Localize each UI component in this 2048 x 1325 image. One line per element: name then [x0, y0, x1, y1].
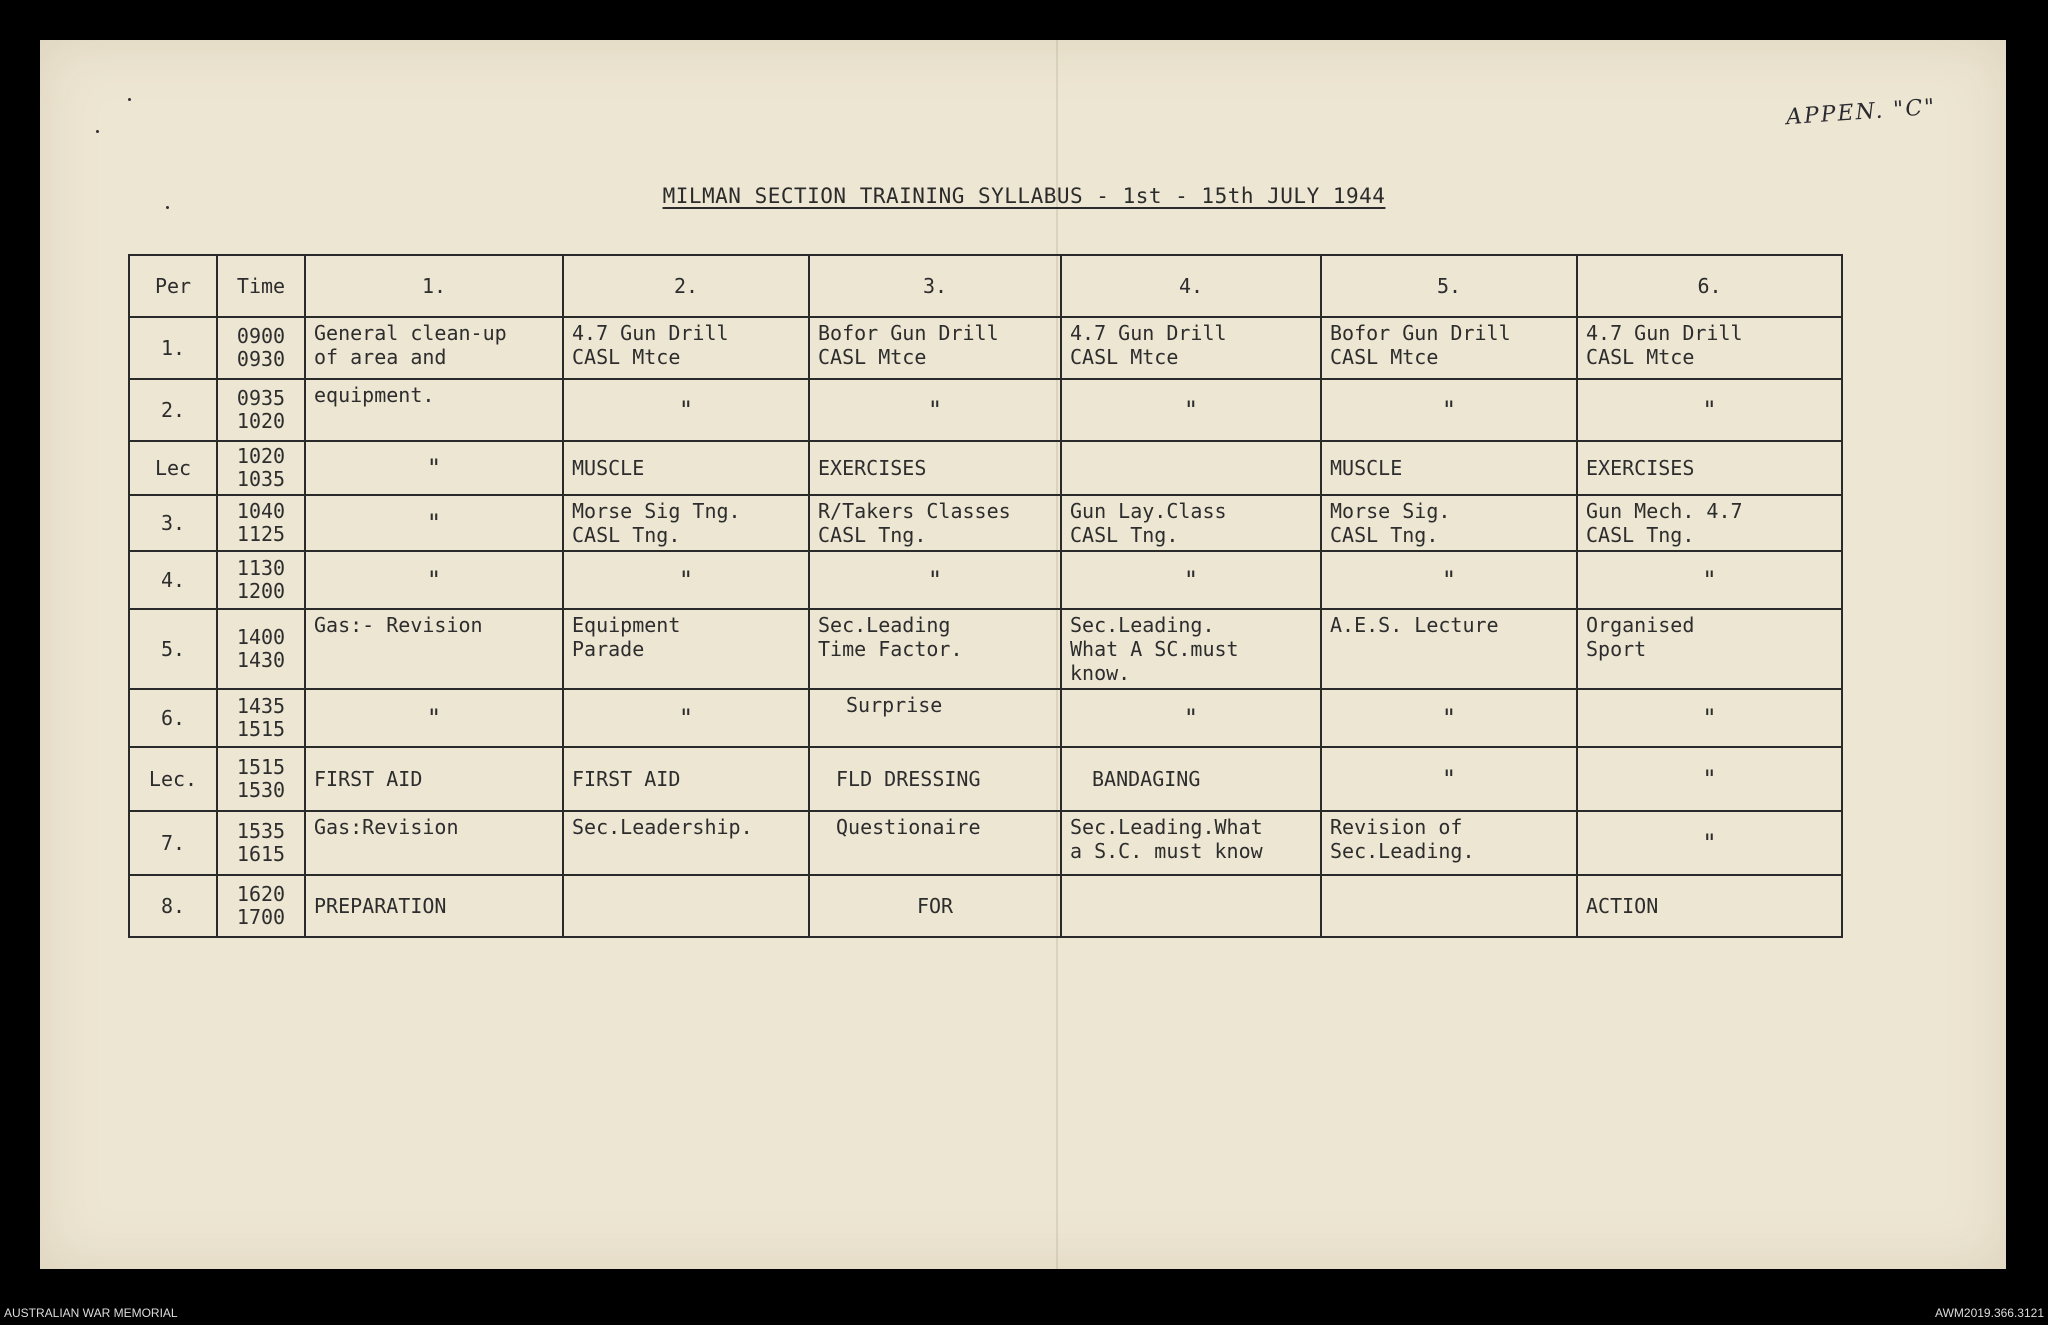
activity-cell: Sec.Leadership. [563, 811, 809, 875]
ditto-cell: " [1577, 551, 1842, 609]
activity-cell: FOR [809, 875, 1061, 937]
activity-cell: Sec.Leading Time Factor. [809, 609, 1061, 689]
activity-cell: 4.7 Gun Drill CASL Mtce [1577, 317, 1842, 379]
period-cell: 5. [129, 609, 217, 689]
ditto-cell: " [305, 495, 563, 551]
table-row [129, 609, 1842, 689]
activity-cell: Questionaire [809, 811, 1061, 875]
activity-cell: MUSCLE [563, 441, 809, 495]
header-day-4: 4. [1061, 255, 1321, 317]
ditto-cell: " [305, 689, 563, 747]
period-cell: Lec [129, 441, 217, 495]
footer-accession-number: AWM2019.366.3121 [1935, 1306, 2044, 1320]
ink-speck [128, 98, 131, 101]
table-row [129, 747, 1842, 811]
activity-cell: MUSCLE [1321, 441, 1577, 495]
table-row [129, 551, 1842, 609]
activity-cell [1061, 441, 1321, 495]
page-title [0, 184, 2048, 208]
table-row [129, 495, 1842, 551]
activity-cell: Gun Lay.Class CASL Tng. [1061, 495, 1321, 551]
ditto-cell: " [1061, 379, 1321, 441]
table-row [129, 811, 1842, 875]
ditto-cell: " [1577, 689, 1842, 747]
ditto-cell: " [1577, 747, 1842, 811]
activity-cell: Equipment Parade [563, 609, 809, 689]
activity-cell: Morse Sig Tng. CASL Tng. [563, 495, 809, 551]
ditto-cell: " [305, 551, 563, 609]
activity-cell: Surprise [809, 689, 1061, 747]
header-per: Per [129, 255, 217, 317]
activity-cell: Organised Sport [1577, 609, 1842, 689]
activity-cell: 4.7 Gun Drill CASL Mtce [1061, 317, 1321, 379]
time-cell: 1020 1035 [217, 441, 305, 495]
activity-cell: equipment. [305, 379, 563, 441]
ditto-cell: " [1321, 551, 1577, 609]
ditto-cell: " [809, 379, 1061, 441]
ditto-cell: " [563, 551, 809, 609]
time-cell: 1130 1200 [217, 551, 305, 609]
activity-cell: R/Takers Classes CASL Tng. [809, 495, 1061, 551]
time-cell: 1620 1700 [217, 875, 305, 937]
handwritten-annotation: APPEN. "C" [1784, 94, 1937, 131]
ditto-cell: " [1321, 379, 1577, 441]
activity-cell: 4.7 Gun Drill CASL Mtce [563, 317, 809, 379]
ditto-cell: " [563, 379, 809, 441]
ditto-cell: " [305, 441, 563, 495]
header-day-1: 1. [305, 255, 563, 317]
time-cell: 1435 1515 [217, 689, 305, 747]
footer-source: AUSTRALIAN WAR MEMORIAL [4, 1306, 178, 1320]
period-cell: 1. [129, 317, 217, 379]
activity-cell: EXERCISES [1577, 441, 1842, 495]
activity-cell: Revision of Sec.Leading. [1321, 811, 1577, 875]
ditto-cell: " [1321, 747, 1577, 811]
activity-cell: FIRST AID [305, 747, 563, 811]
period-cell: 6. [129, 689, 217, 747]
period-cell: 7. [129, 811, 217, 875]
time-cell: 1400 1430 [217, 609, 305, 689]
header-row [129, 255, 1842, 317]
activity-cell: Sec.Leading.What a S.C. must know [1061, 811, 1321, 875]
table-row [129, 441, 1842, 495]
time-cell: 0900 0930 [217, 317, 305, 379]
header-day-6: 6. [1577, 255, 1842, 317]
activity-cell: BANDAGING [1061, 747, 1321, 811]
activity-cell: A.E.S. Lecture [1321, 609, 1577, 689]
table-row [129, 875, 1842, 937]
time-cell: 1535 1615 [217, 811, 305, 875]
header-day-2: 2. [563, 255, 809, 317]
activity-cell: Morse Sig. CASL Tng. [1321, 495, 1577, 551]
period-cell: Lec. [129, 747, 217, 811]
time-cell: 1515 1530 [217, 747, 305, 811]
activity-cell [563, 875, 809, 937]
table-row [129, 379, 1842, 441]
activity-cell: Bofor Gun Drill CASL Mtce [809, 317, 1061, 379]
time-cell: 0935 1020 [217, 379, 305, 441]
ditto-cell: " [1061, 551, 1321, 609]
header-day-3: 3. [809, 255, 1061, 317]
activity-cell: Gun Mech. 4.7 CASL Tng. [1577, 495, 1842, 551]
ditto-cell: " [563, 689, 809, 747]
activity-cell: Bofor Gun Drill CASL Mtce [1321, 317, 1577, 379]
activity-cell: General clean-up of area and [305, 317, 563, 379]
header-time: Time [217, 255, 305, 317]
period-cell: 4. [129, 551, 217, 609]
activity-cell [1321, 875, 1577, 937]
activity-cell: FIRST AID [563, 747, 809, 811]
activity-cell: Gas:- Revision [305, 609, 563, 689]
ditto-cell: " [1577, 379, 1842, 441]
activity-cell: FLD DRESSING [809, 747, 1061, 811]
ditto-cell: " [1321, 689, 1577, 747]
activity-cell [1061, 875, 1321, 937]
activity-cell: Sec.Leading. What A SC.must know. [1061, 609, 1321, 689]
period-cell: 3. [129, 495, 217, 551]
title-text: MILMAN SECTION TRAINING SYLLABUS - 1st - 15th JULY 1944 [662, 184, 1386, 208]
activity-cell: Gas:Revision [305, 811, 563, 875]
ditto-cell: " [809, 551, 1061, 609]
activity-cell: ACTION [1577, 875, 1842, 937]
activity-cell: EXERCISES [809, 441, 1061, 495]
ditto-cell: " [1577, 811, 1842, 875]
ditto-cell: " [1061, 689, 1321, 747]
training-syllabus-table [128, 254, 1843, 938]
activity-cell: PREPARATION [305, 875, 563, 937]
ink-speck [96, 130, 99, 133]
table-row [129, 689, 1842, 747]
header-day-5: 5. [1321, 255, 1577, 317]
time-cell: 1040 1125 [217, 495, 305, 551]
period-cell: 8. [129, 875, 217, 937]
table-row [129, 317, 1842, 379]
period-cell: 2. [129, 379, 217, 441]
